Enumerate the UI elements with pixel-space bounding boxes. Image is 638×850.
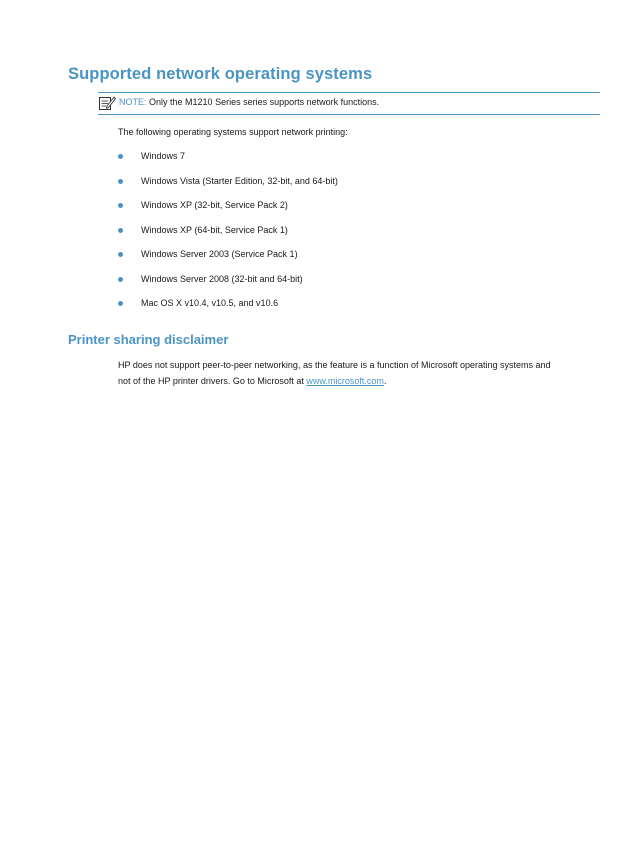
bullet-dot-icon xyxy=(118,179,123,184)
bullet-dot-icon xyxy=(118,203,123,208)
section-heading-printer-sharing: Printer sharing disclaimer xyxy=(68,332,229,347)
os-name: Windows Server 2003 (Service Pack 1) xyxy=(141,249,298,259)
bullet-dot-icon xyxy=(118,301,123,306)
section-heading-network-os: Supported network operating systems xyxy=(68,65,373,83)
intro-text: The following operating systems support network printing: xyxy=(118,127,348,137)
note-pencil-icon xyxy=(98,94,116,112)
bullet-dot-icon xyxy=(118,228,123,233)
bullet-dot-icon xyxy=(118,252,123,257)
disclaimer-line-2-end: . xyxy=(383,376,387,386)
note-label: NOTE: xyxy=(119,97,147,107)
os-name: Windows XP (32-bit, Service Pack 2) xyxy=(141,200,288,210)
disclaimer-line-2 xyxy=(118,373,608,389)
os-name: Windows 7 xyxy=(141,151,186,161)
disclaimer-line-1: HP does not support peer-to-peer networking, as the feature is a function of Microsoft operating systems and xyxy=(118,360,551,370)
os-name: Windows Server 2008 (32-bit and 64-bit) xyxy=(141,273,303,284)
microsoft-link[interactable]: www.microsoft.com xyxy=(306,376,384,386)
bullet-dot-icon xyxy=(118,277,123,282)
os-name: Windows Vista (Starter Edition, 32-bit, and 64-bit) xyxy=(141,175,338,186)
disclaimer-paragraph xyxy=(118,357,608,389)
os-name: Mac OS X v10.4, v10.5, and v10.6 xyxy=(141,298,279,308)
os-name: Windows XP (64-bit, Service Pack 1) xyxy=(141,224,288,235)
disclaimer-line-2-text: not of the HP printer drivers. Go to Microsoft at xyxy=(118,376,307,386)
bullet-dot-icon xyxy=(118,154,123,159)
note-box xyxy=(98,92,600,115)
note-text xyxy=(119,97,379,107)
note-body: Only the M1210 Series series supports network functions. xyxy=(149,97,380,107)
